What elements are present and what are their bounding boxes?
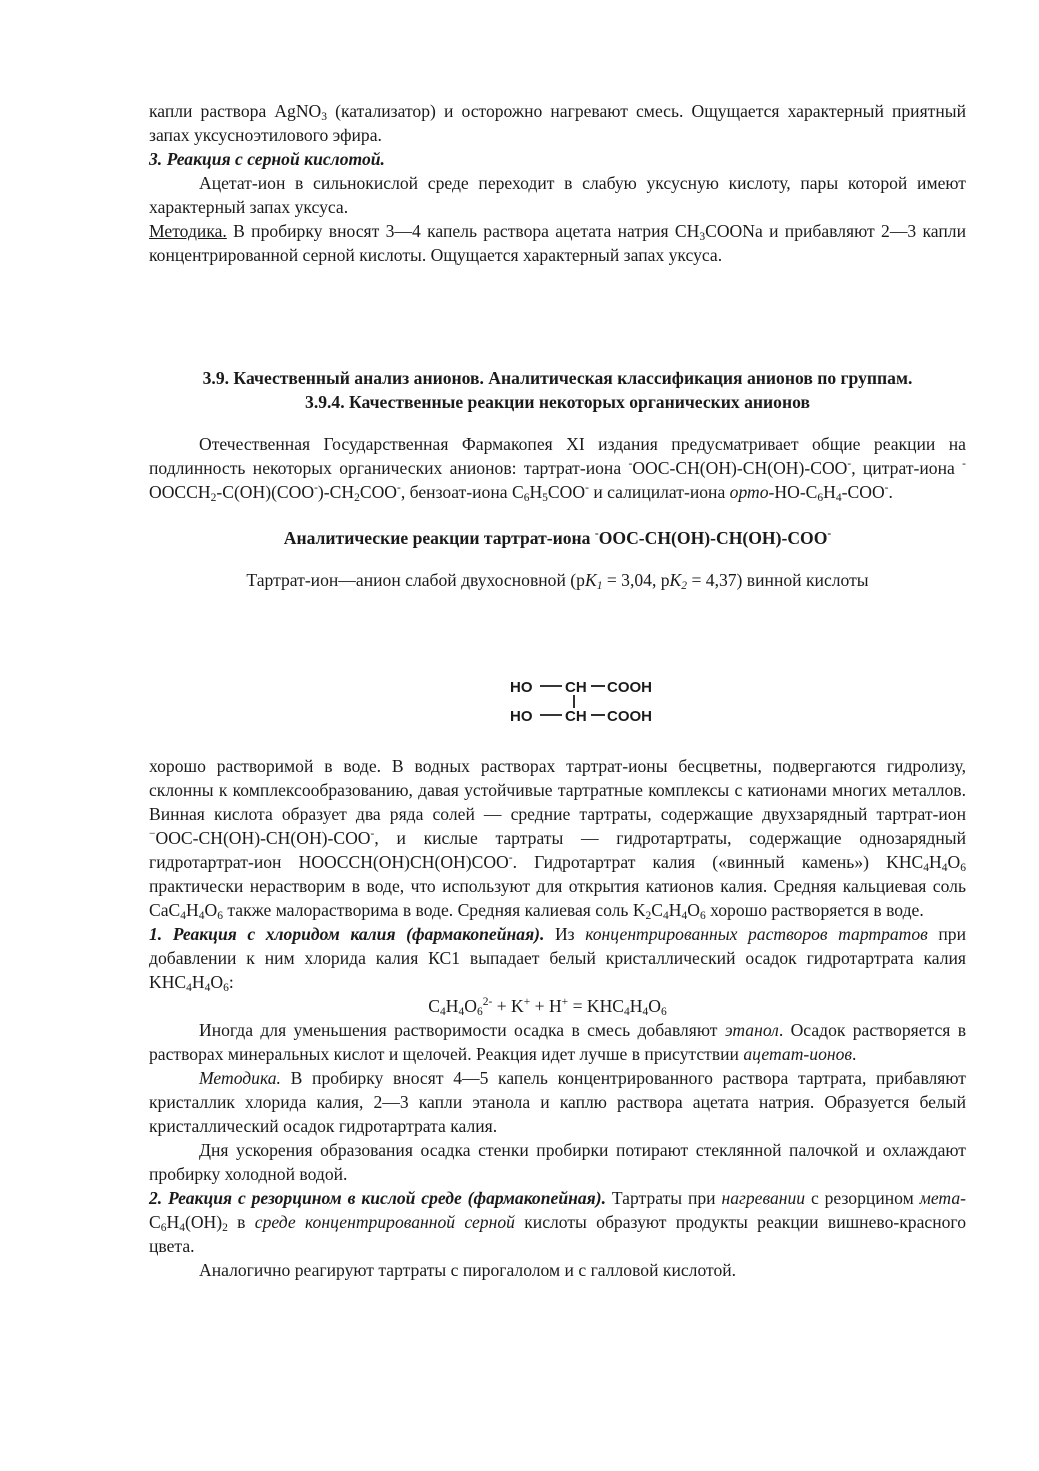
formula-ch-top: CH — [565, 679, 587, 696]
reaction-3-title: 3. Реакция с серной кислотой. — [149, 149, 385, 169]
formula-cooh-bottom: COOH — [607, 708, 652, 725]
paragraph-tartrate-properties: хорошо растворимой в воде. В водных растворах тартрат-ионы бесцветны, подвергаются гидролизу, склонны к комплексообразованию, давая устойчивые тартратные комплексы с катионами многих металлов. Винная кислота образует два ряда солей — средние тартраты, содержащие двухзарядный тартрат-ион −OOC-CH(OH)-CH(OH)-COO-, и кислые тартраты — гидротартраты, содержащие однозарядный гидротартрат-ион HOOCCH(OH)CH(OH)COO-. Гидротартрат калия («винный камень») $KHC_4H_4O_6$ практически нерастворим в воде, что используют для открытия катионов калия. Средняя кальциевая соль $CaC_4H_4O_6$ также малорастворима в воде. Средняя калиевая соль $K_2C_4H_4O_6$ хорошо растворяется в воде. — [149, 756, 966, 922]
paragraph-pk: Тартрат-ион—анион слабой двухосновной ($pK_1 = 3,04$, $pK_2 = 4,37$) винной кислоты — [246, 570, 869, 592]
paragraph-acetate: Ацетат-ион в сильнокислой среде переходит в слабую уксусную кислоту, пары которой имеют характерный запах уксуса. — [149, 173, 966, 217]
subsection-heading: 3.9.4. Качественные реакции некоторых органических анионов — [305, 392, 810, 412]
tartrate-subheading: Аналитические реакции тартрат-иона -OOC-CH(OH)-CH(OH)-COO- — [283, 528, 832, 548]
paragraph-method-acetate: Методика. В пробирку вносят 3—4 капель раствора ацетата натрия $CH_3COONa$ и прибавляют 2—3 капли концентрированной серной кислоты. Ощущается характерный запах уксуса. — [149, 221, 966, 265]
reaction-2-paragraph: 2. Реакция с резорцином в кислой среде (фармакопейная). Тартраты при нагревании с резорцином мета- $C_6H_4(OH)_2$ в среде концентрированной серной кислоты образуют продукты реакции вишнево-красного цвета. — [149, 1188, 966, 1256]
block-section-3-9 — [149, 366, 966, 592]
paragraph-intro: Отечественная Государственная Фармакопея XI издания предусматривает общие реакции на подлинность некоторых органических анионов: тартрат-иона -OOC-CH(OH)-CH(OH)-COO-, цитрат-иона $^-OOCCH_2-C(OH)(COO^-)-CH_2COO^-$, бензоат-иона $C_6H_5COO^-$ и салицилат-иона орто-$HO-C_6H_4-COO^-$. — [149, 434, 966, 504]
paragraph-agno3: капли раствора AgNO$_3$ (катализатор) и осторожно нагревают смесь. Ощущается характерный приятный запах уксусноэтилового эфира. — [149, 101, 967, 145]
block-tartrate-reactions — [149, 754, 966, 1282]
block-top — [149, 99, 966, 267]
formula-ho-top: HO — [510, 679, 533, 696]
reaction-1-paragraph: 1. Реакция с хлоридом калия (фармакопейная). Из концентрированных растворов тартратов при добавлении к ним хлорида калия КС1 выпадает белый кристаллический осадок гидротартрата калия $KHC_4H_4O_6$: — [149, 924, 967, 994]
section-heading: 3.9. Качественный анализ анионов. Аналитическая классификация анионов по группам. — [202, 368, 913, 388]
tartaric-acid-structure — [508, 676, 668, 726]
paragraph-ethanol: Иногда для уменьшения растворимости осадка в смесь добавляют этанол. Осадок растворяется в растворах минеральных кислот и щелочей. Реакция идет лучше в присутствии ацетат-ионов. — [149, 1020, 966, 1064]
paragraph-acceleration: Дня ускорения образования осадка стенки пробирки потирают стеклянной палочкой и охлаждают пробирку холодной водой. — [149, 1140, 966, 1184]
formula-ch-bottom: CH — [565, 708, 587, 725]
equation-tartrate: $C_4H_4O_6^{2-} + K^+ + H^+ = KHC_4H_4O_6$ — [428, 996, 667, 1018]
formula-cooh-top: COOH — [607, 679, 652, 696]
paragraph-method-tartrate: Методика. В пробирку вносят 4—5 капель концентрированного раствора тартрата, прибавляют кристаллик хлорида калия, 2—3 капли этанола и каплю раствора ацетата натрия. Образуется белый кристаллический осадок гидротартрата калия. — [149, 1068, 966, 1136]
formula-ho-bottom: HO — [510, 708, 533, 725]
paragraph-pyrogallol: Аналогично реагируют тартраты с пирогалолом и с галловой кислотой. — [199, 1260, 737, 1280]
